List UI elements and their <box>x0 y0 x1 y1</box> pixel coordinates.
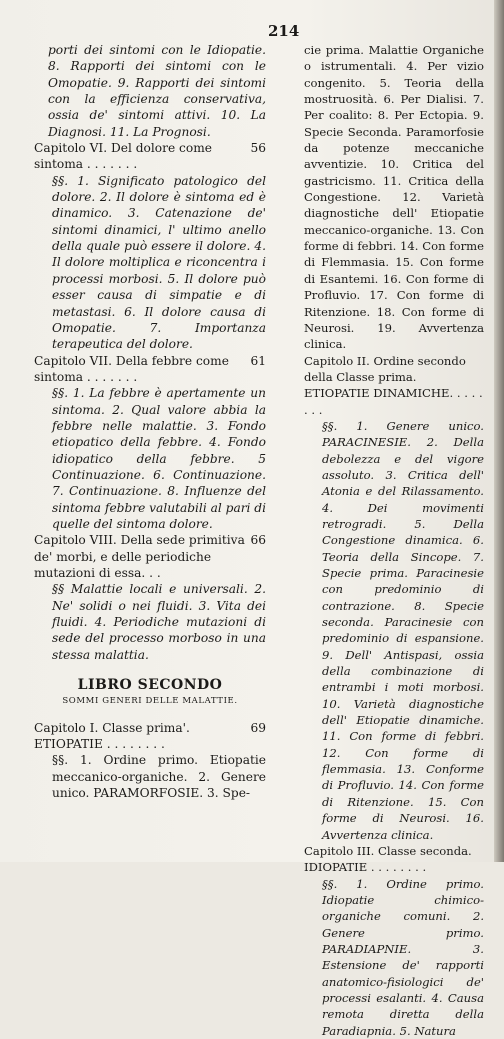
chapter-8-heading <box>34 532 266 581</box>
chapter-7-summary: §§. 1. La febbre è apertamente un sintoma. 2. Qual valore abbia la febbre nelle malattie. 3. Fondo etiopatico della febbre. 4. Fondo idiopatico della febbre. 5 Continuazione. 6. Continuazione. 7. Continuazione. 8. Influenze del sintoma febbre valutabili al pari di quelle del sintoma dolore. <box>52 386 267 531</box>
left-column <box>34 42 266 801</box>
intro-paragraph: porti dei sintomi con le Idiopatie. 8. Rapporti dei sintomi con le Omopatie. 9. Rapporti dei sintomi con la efficienza conservativa, ossia de' sintomi attivi. 10. La Diagnosi. 11. La Prognosi. <box>48 43 266 139</box>
chapter-6-summary: §§. 1. Significato patologico del dolore. 2. Il dolore è sintoma ed è dinamico. 3. Catenazione de' sintomi dinamici, l' ultimo anello della quale può essere il dolore. 4. Il dolore moltiplica e riconcentra i processi morbosi. 5. Il dolore può esser causa di simpatie e di metastasi. 6. Il dolore causa di Omopatie. 7. Importanza terapeutica del dolore. <box>52 173 266 352</box>
chapter-7-title: Capitolo VII. Della febbre come sintoma . . . . . . . <box>34 353 229 384</box>
book2-chapter-1-heading <box>34 720 266 753</box>
book2-chapter-1-summary: §§. 1. Ordine primo. Etiopatie meccanico-organiche. 2. Genere unico. PARAMORFOSIE. 3. Spe- <box>52 753 266 801</box>
book2-chapter-1-page: 69 <box>250 720 266 735</box>
book2-chapter-2-summary: §§. 1. Genere unico. PARACINESIE. 2. Della debolezza e del vigore assoluto. 3. Critica dell' Atonia e del Rilassamento. 4. Dei movimenti retrogradi. 5. Della Congestione dinamica. 6. Teoria della Sincope. 7. Specie prima. Paracinesie con predominio di contrazione. 8. Specie seconda. Paracinesie con predominio di espansione. 9. Dell' Antispasi, ossia della combinazione di entrambi i moti morbosi. 10. Varietà diagnostiche dell' Etiopatie dinamiche. 11. Con forme di febbri. 12. Con forme di flemmasia. 13. Conforme di Profluvio. 14. Con forme di Ritenzione. 15. Con forme di Neurosi. 16. Avvertenza clinica. <box>322 418 484 842</box>
right-column <box>304 42 484 1039</box>
chapter-6-title: Capitolo VI. Del dolore come sintoma . . . . . . . <box>34 141 212 172</box>
continued-summary: cie prima. Malattie Organiche o istrumentali. 4. Per vizio congenito. 5. Teoria della mostruosità. 6. Per Dialisi. 7. Per coalito: 8. Per Ectopia. 9. Specie Seconda. Paramorfosie da potenze meccaniche avventizie. 10. Critica del gastricismo. 11. Critica della Congestione. 12. Varietà diagnostiche dell' Etiopatie meccanico-organiche. 13. Con forme di febbri. 14. Con forme di Flemmasia. 15. Con forme di Esantemi. 16. Con forme di Profluvio. 17. Con forme di Ritenzione. 18. Con forme di Neurosi. 19. Avvertenza clinica. <box>304 43 484 352</box>
chapter-6 <box>34 140 266 352</box>
chapter-8-title: Capitolo VIII. Della sede primitiva de' morbi, e delle periodiche mutazioni di essa. . . <box>34 533 245 580</box>
chapter-8-page: 66 <box>250 533 266 548</box>
chapter-8-summary: §§ Malattie locali e universali. 2. Ne' solidi o nei fluidi. 3. Vita dei fluidi. 4. Periodiche mutazioni di sede del processo morboso in una stessa malattia. <box>52 582 266 662</box>
page-gutter-shadow <box>494 0 504 862</box>
book-title: LIBRO SECONDO <box>77 677 223 694</box>
book2-chapter-1 <box>34 720 266 802</box>
book-subtitle: SOMMI GENERI DELLE MALATTIE. <box>62 696 238 707</box>
book2-chapter-1-title: Capitolo I. Classe prima'. ETIOPATIE . . . . . . . . <box>34 720 190 752</box>
book2-chapter-2 <box>304 353 484 843</box>
book2-chapter-2-title: Capitolo II. Ordine secondo della Classe prima. ETIOPATIE DINAMICHE. . . . . . . . <box>304 353 483 417</box>
page-number: 214 <box>268 22 300 40</box>
chapter-7 <box>34 353 266 533</box>
book2-chapter-3 <box>304 843 484 1039</box>
chapter-7-heading <box>34 353 266 386</box>
chapter-6-page: 56 <box>250 141 266 156</box>
book2-chapter-3-title: Capitolo III. Classe seconda. IDIOPATIE . . . . . . . . <box>304 843 472 875</box>
book2-chapter-3-summary: §§. 1. Ordine primo. Idiopatie chimico-organiche comuni. 2. Genere primo. PARADIAPNIE. 3. Estensione de' rapporti anatomico-fisiologici de' processi esalanti. 4. Causa remota diretta della Paradiapnia. 5. Natura <box>322 876 484 1038</box>
chapter-6-heading <box>34 140 266 173</box>
chapter-7-page: 61 <box>250 353 266 368</box>
chapter-8 <box>34 532 266 663</box>
